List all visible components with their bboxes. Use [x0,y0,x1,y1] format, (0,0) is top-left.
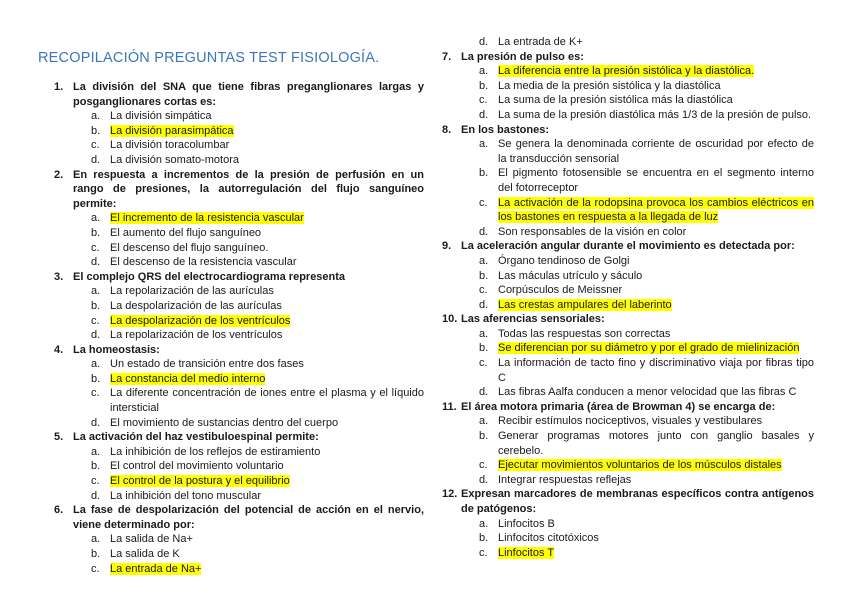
question-number: 10. [442,313,458,326]
highlighted-answer: El incremento de la resistencia vascular [110,212,304,225]
option-letter: c. [479,357,488,370]
option-letter: d. [479,386,489,399]
option-text: La información de tacto fino y discriminativo viaja por fibras tipo C [498,357,814,384]
question-block [442,50,814,123]
question-text: En respuesta a incrementos de la presión de perfusión en un rango de presiones, la autorregulación del flujo sanguíneo permite: [73,168,424,210]
question-text: La homeostasis: [73,343,160,356]
answer-option [479,517,814,532]
question-block [442,35,814,50]
option-letter: a. [91,358,101,371]
option-letter: d. [91,329,101,342]
option-letter: b. [479,532,489,545]
answer-option [479,298,814,313]
answer-option [91,532,424,547]
answer-option [479,546,814,561]
question-text: La presión de pulso es: [461,50,584,63]
option-text: Se genera la denominada corriente de oscuridad por efecto de la transducción sensorial [498,138,814,165]
answer-option [91,138,424,153]
option-text: La división somato-motora [110,153,240,166]
option-letter: b. [479,167,489,180]
option-text: La diferente concentración de iones entre el plasma y el líquido intersticial [110,387,424,415]
answer-options [54,109,424,167]
answer-option [479,137,814,166]
highlighted-answer: Ejecutar movimientos voluntarios de los músculos distales [498,459,782,472]
question-heading [54,80,424,109]
option-text: La inhibición del tono muscular [110,489,262,502]
option-text: Órgano tendinoso de Golgi [498,254,630,267]
option-letter: a. [91,445,101,458]
option-letter: a. [91,110,101,123]
answer-option [91,109,424,124]
option-letter: d. [479,298,489,311]
option-letter: c. [479,546,488,559]
option-text: La media de la presión sistólica y la diastólica [498,79,721,92]
option-text: El aumento del flujo sanguíneo [110,226,262,239]
question-number: 4. [54,343,64,356]
question-heading [442,312,814,327]
answer-option [91,299,424,314]
highlighted-answer: La diferencia entre la presión sistólica y la diastólica. [498,65,755,78]
option-text: La suma de la presión diastólica más 1/3 de la presión de pulso. [498,108,812,121]
question-heading [54,168,424,212]
highlighted-answer: La división parasimpática [110,124,234,137]
option-text: Generar programas motores junto con ganglio basales y cerebelo. [498,430,814,457]
answer-option [91,328,424,343]
question-text: La activación del haz vestibuloespinal permite: [73,431,319,444]
option-letter: d. [91,153,101,166]
option-text: La salida de Na+ [110,533,193,546]
option-text: El descenso del flujo sanguíneo. [110,241,269,254]
option-letter: c. [91,387,100,400]
answer-options [442,414,814,487]
option-text: El control del movimiento voluntario [110,460,284,473]
answer-option [479,458,814,473]
question-number: 8. [442,123,452,136]
question-block [442,312,814,400]
option-text: La división simpática [110,110,212,123]
answer-option [479,64,814,79]
option-letter: d. [479,36,489,48]
option-text: La repolarización de los ventrículos [110,329,283,342]
option-letter: a. [479,517,489,530]
option-text: Linfocitos B [498,517,555,530]
question-heading [54,343,424,358]
question-number: 7. [442,50,452,63]
question-number: 6. [54,504,64,517]
answer-option [479,254,814,269]
highlighted-answer: La constancia del medio interno [110,372,266,385]
option-text: Corpúsculos de Meissner [498,284,623,297]
option-text: Las máculas utrículo y sáculo [498,269,643,282]
option-letter: c. [91,314,100,327]
option-text: La repolarización de las aurículas [110,285,274,298]
option-letter: a. [479,138,489,151]
question-heading [442,123,814,138]
answer-options [442,64,814,122]
question-text: La división del SNA que tiene fibras preganglionares largas y posganglionares cortas es: [73,81,424,108]
option-letter: b. [91,299,101,312]
question-heading [442,50,814,65]
answer-option [91,547,424,562]
option-letter: a. [91,212,101,225]
answer-option [479,473,814,488]
question-number: 2. [54,168,64,181]
question-number: 1. [54,81,64,93]
answer-option [91,124,424,139]
answer-option [91,211,424,226]
option-letter: b. [91,372,101,385]
option-letter: b. [479,79,489,92]
answer-option [479,341,814,356]
option-text: La división toracolumbar [110,139,230,152]
answer-option [479,385,814,400]
document-title: RECOPILACIÓN PREGUNTAS TEST FISIOLOGÍA. [38,50,380,66]
question-block [54,343,424,431]
question-text: Las aferencias sensoriales: [461,313,605,326]
option-text: Las fibras Aalfa conducen a menor velocidad que las fibras C [498,386,797,399]
option-letter: c. [91,139,100,152]
answer-option [91,357,424,372]
left-column [54,80,424,576]
answer-option [479,356,814,385]
question-heading [442,487,814,516]
answer-options [442,517,814,561]
question-number: 12. [442,488,458,501]
question-text: El complejo QRS del electrocardiograma representa [73,270,346,283]
option-letter: a. [479,327,489,340]
question-block [54,503,424,576]
option-letter: b. [91,460,101,473]
answer-option [91,241,424,256]
option-letter: b. [91,548,101,560]
answer-option [91,153,424,168]
option-letter: a. [479,415,489,428]
question-heading [442,239,814,254]
answer-option [91,445,424,460]
option-letter: a. [91,533,101,546]
option-letter: b. [91,124,101,137]
option-letter: d. [91,256,101,269]
answer-options [442,327,814,400]
answer-option [91,416,424,431]
answer-option [479,414,814,429]
question-block [54,168,424,270]
option-letter: b. [479,269,489,282]
answer-option [479,79,814,94]
option-text: El descenso de la resistencia vascular [110,256,297,269]
question-number: 9. [442,240,452,253]
option-letter: b. [91,226,101,239]
answer-option [91,255,424,270]
option-text: Integrar respuestas reflejas [498,473,632,486]
question-block [54,270,424,343]
question-heading [54,270,424,285]
option-letter: c. [479,196,488,209]
answer-option [479,283,814,298]
answer-option [479,196,814,225]
answer-options [54,211,424,269]
question-text: Expresan marcadores de membranas específicos contra antígenos de patógenos: [461,488,814,515]
answer-option [479,269,814,284]
question-block [442,487,814,560]
option-letter: a. [91,285,101,298]
answer-option [91,489,424,504]
question-text: La aceleración angular durante el movimiento es detectada por: [461,240,795,253]
option-letter: c. [91,475,100,488]
answer-option [479,93,814,108]
question-text: El área motora primaria (área de Browman 4) se encarga de: [461,400,776,413]
question-number: 5. [54,431,64,444]
answer-option [479,327,814,342]
answer-options [442,137,814,239]
answer-options [54,357,424,430]
option-text: La despolarización de las aurículas [110,299,282,312]
question-text: En los bastones: [461,123,550,136]
option-letter: a. [479,65,489,78]
option-letter: d. [91,489,101,502]
answer-option [91,226,424,241]
option-letter: c. [479,94,488,107]
highlighted-answer: La activación de la rodopsina provoca los cambios eléctricos en los bastones en respuesta a la llegada de luz [498,196,814,224]
option-text: La entrada de K+ [498,36,583,48]
highlighted-answer: Linfocitos T [498,546,555,559]
answer-option [91,474,424,489]
option-letter: b. [479,430,489,443]
option-text: Todas las respuestas son correctas [498,327,671,340]
option-letter: c. [91,562,100,575]
option-text: La suma de la presión sistólica más la diastólica [498,94,733,107]
option-text: Recibir estímulos nociceptivos, visuales y vestibulares [498,415,763,428]
option-letter: c. [479,284,488,297]
question-block [442,239,814,312]
option-letter: d. [91,416,101,429]
highlighted-answer: El control de la postura y el equilibrio [110,475,290,488]
question-number: 11. [442,400,457,413]
option-letter: b. [479,342,489,355]
question-block [54,80,424,168]
option-text: La salida de K [110,548,180,560]
answer-option [91,284,424,299]
question-heading [442,400,814,415]
highlighted-answer: La despolarización de los ventrículos [110,314,291,327]
option-text: Un estado de transición entre dos fases [110,358,304,371]
answer-option [479,35,814,50]
answer-options [442,35,814,50]
question-heading [54,430,424,445]
answer-option [91,314,424,329]
option-text: La inhibición de los reflejos de estiramiento [110,445,321,458]
question-block [442,123,814,240]
answer-options [442,254,814,312]
option-letter: c. [479,459,488,472]
question-block [442,400,814,488]
answer-option [479,166,814,195]
answer-options [54,284,424,342]
question-text: La fase de despolarización del potencial de acción en el nervio, viene determinado por: [73,504,424,531]
answer-options [54,532,424,576]
highlighted-answer: La entrada de Na+ [110,562,202,575]
answer-option [91,386,424,415]
question-block [54,430,424,503]
option-letter: a. [479,254,489,267]
answer-options [54,445,424,503]
option-text: Linfocitos citotóxicos [498,532,599,545]
option-letter: d. [479,473,489,486]
option-text: Son responsables de la visión en color [498,225,687,238]
answer-option [91,562,424,577]
question-heading [54,503,424,532]
answer-option [479,531,814,546]
answer-option [479,429,814,458]
answer-option [91,372,424,387]
answer-option [479,225,814,240]
answer-option [91,459,424,474]
question-number: 3. [54,270,64,283]
answer-option [479,108,814,123]
option-letter: d. [479,225,489,238]
right-column [442,35,814,560]
option-letter: d. [479,108,489,121]
option-letter: c. [91,241,100,254]
highlighted-answer: Las crestas ampulares del laberinto [498,298,672,311]
option-text: El pigmento fotosensible se encuentra en el segmento interno del fotorreceptor [498,167,814,194]
option-text: El movimiento de sustancias dentro del cuerpo [110,416,339,429]
highlighted-answer: Se diferencian por su diámetro y por el grado de mielinización [498,342,800,355]
